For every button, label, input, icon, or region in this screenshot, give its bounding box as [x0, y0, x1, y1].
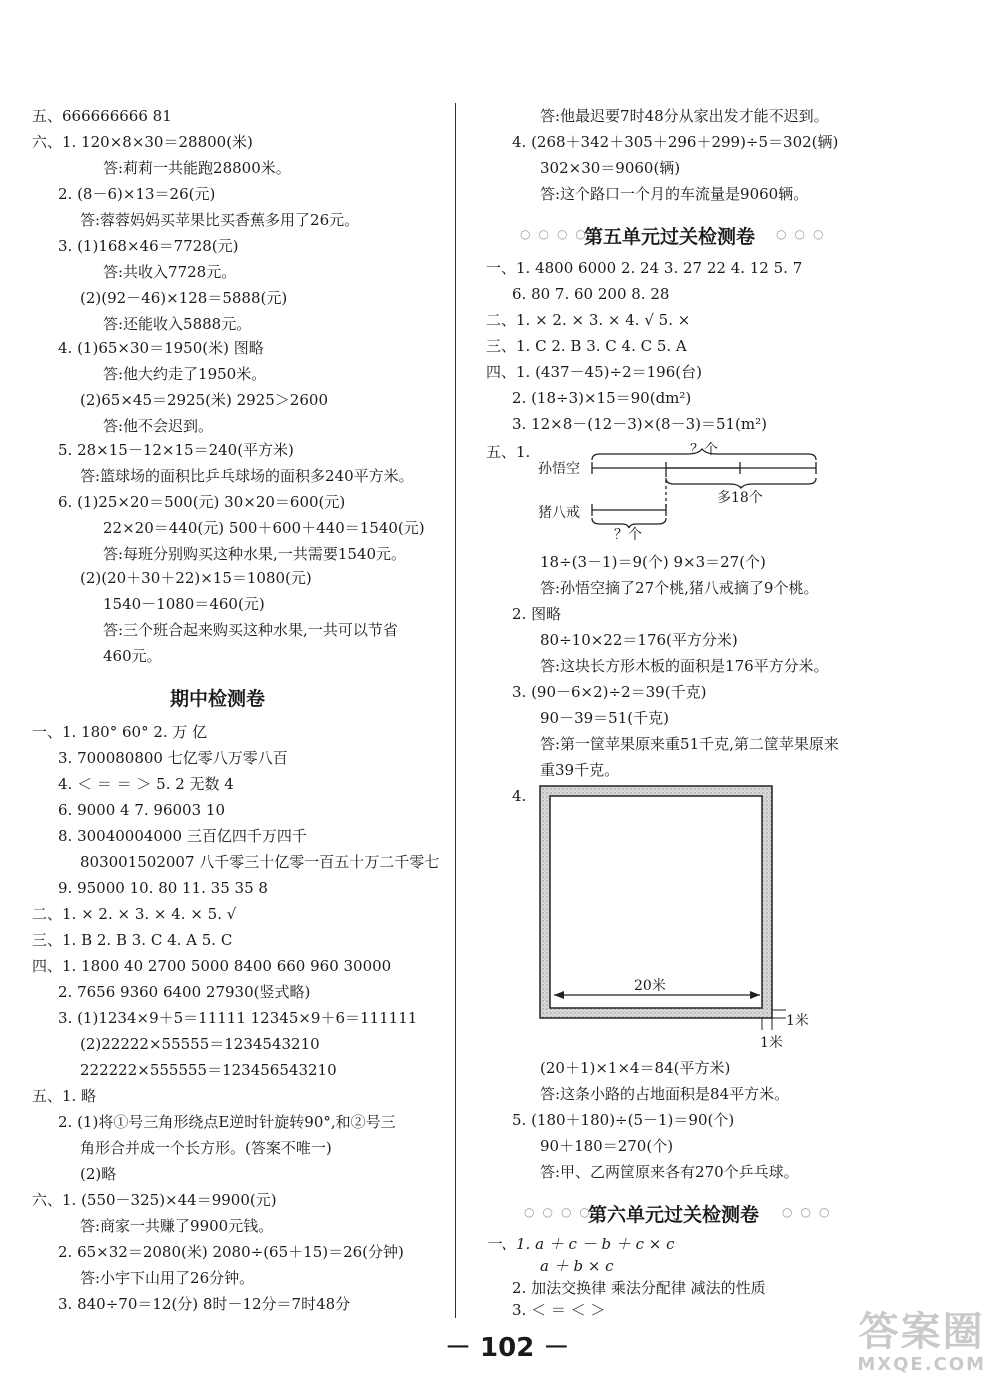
answer-line: 90－39＝51(千克): [540, 709, 669, 727]
answer-line: (2)65×45＝2925(米) 2925＞2600: [80, 391, 328, 409]
diagram-more-label: 多18个: [717, 490, 763, 506]
answer-line: 2. (18÷3)×15＝90(dm²): [512, 389, 692, 407]
square-path-diagram: [538, 784, 788, 1054]
answer-line: 4. (268＋342＋305＋296＋299)÷5＝302(辆): [512, 133, 839, 151]
answer-line: 90＋180＝270(个): [540, 1137, 674, 1155]
diagram-total-label: ？个: [690, 442, 718, 458]
answer-line: (2)22222×55555＝1234543210: [80, 1035, 320, 1053]
answer-line: 803001502007 八千零三十亿零一百五十万二千零七: [80, 853, 440, 871]
answer-line: 五、1.: [486, 443, 531, 461]
answer-line: (2)(20＋30＋22)×15＝1080(元): [80, 569, 312, 587]
answer-line: 五、666666666 81: [32, 107, 172, 125]
answer-line: 2. 7656 9360 6400 27930(竖式略): [58, 983, 311, 1001]
answer-line: (2)(92－46)×128＝5888(元): [80, 289, 288, 307]
answer-line: 302×30＝9060(辆): [540, 159, 681, 177]
answer-line: 答:共收入7728元。: [103, 263, 237, 281]
section-heading-unit5: 第五单元过关检测卷: [584, 226, 756, 248]
answer-line: 460元。: [103, 647, 162, 665]
answer-line: 2. (8－6)×13＝26(元): [58, 185, 216, 203]
answer-line: 一、1. a ＋ c － b ＋ c × c: [486, 1235, 675, 1253]
answer-line: 4. ＜ ＝ ＝ ＞ 5. 2 无数 4: [58, 775, 234, 793]
answer-line: 答:第一筐苹果原来重51千克,第二筐苹果原来: [540, 735, 839, 753]
heading-dots-left: ○○○○: [520, 227, 594, 241]
diagram-bajie-label: 猪八戒: [538, 505, 580, 521]
answer-line: 3. (90－6×2)÷2＝39(千克): [512, 683, 707, 701]
section-heading-unit6: 第六单元过关检测卷: [588, 1204, 760, 1226]
watermark-line1: 答案圈: [858, 1309, 985, 1355]
answer-line: 角形合并成一个长方形。(答案不唯一): [80, 1139, 332, 1157]
answer-line: 3. 840÷70＝12(分) 8时－12分＝7时48分: [58, 1295, 351, 1313]
answer-line: 答:小宇下山用了26分钟。: [80, 1269, 255, 1287]
answer-line: 18÷(3－1)＝9(个) 9×3＝27(个): [540, 553, 766, 571]
watermark-line2: MXQE.COM: [857, 1354, 986, 1375]
diagram-wukong-label: 孙悟空: [538, 461, 580, 477]
answer-line: 答:还能收入5888元。: [103, 315, 252, 333]
line-segment-diagram: [580, 448, 830, 548]
answer-line: 五、1. 略: [32, 1087, 97, 1105]
answer-line: 3. (1)168×46＝7728(元): [58, 237, 239, 255]
answer-line: 4.: [512, 787, 527, 805]
answer-line: 四、1. (437－45)÷2＝196(台): [486, 363, 702, 381]
path-width-label-right: 1米: [786, 1013, 809, 1029]
answer-line: 一、1. 4800 6000 2. 24 3. 27 22 4. 12 5. 7: [486, 259, 803, 277]
answer-line: 二、1. × 2. × 3. × 4. × 5. √: [32, 905, 237, 923]
answer-line: 六、1. 120×8×30＝28800(米): [32, 133, 253, 151]
answer-line: 二、1. × 2. × 3. × 4. √ 5. ×: [486, 311, 691, 329]
answer-line: 答:甲、乙两筐原来各有270个乒乓球。: [540, 1163, 799, 1181]
heading-dots-left: ○○○○: [524, 1205, 598, 1219]
answer-line: a ＋ b × c: [540, 1257, 614, 1275]
answer-line: 三、1. B 2. B 3. C 4. A 5. C: [32, 931, 233, 949]
answer-line: 8. 30040004000 三百亿四千万四千: [58, 827, 307, 845]
section-heading-midterm: 期中检测卷: [170, 688, 266, 710]
answer-line: 答:这条小路的占地面积是84平方米。: [540, 1085, 790, 1103]
answer-line: 2. 65×32＝2080(米) 2080÷(65＋15)＝26(分钟): [58, 1243, 404, 1261]
answer-line: 222222×555555＝123456543210: [80, 1061, 337, 1079]
path-width-label-bottom: 1米: [760, 1035, 783, 1051]
answer-line: 6. 80 7. 60 200 8. 28: [512, 285, 670, 303]
answer-line: 5. 28×15－12×15＝240(平方米): [58, 441, 294, 459]
answer-line: 6. 9000 4 7. 96003 10: [58, 801, 225, 819]
answer-line: 答:这个路口一个月的车流量是9060辆。: [540, 185, 809, 203]
answer-line: 3. (1)1234×9＋5＝11111 12345×9＋6＝111111: [58, 1009, 418, 1027]
answer-line: 重39千克。: [540, 761, 620, 779]
answer-line: 1540－1080＝460(元): [103, 595, 265, 613]
answer-line: 3. 700080800 七亿零八万零八百: [58, 749, 288, 767]
answer-line: (2)略: [80, 1165, 117, 1183]
answer-line: 答:他不会迟到。: [103, 417, 214, 435]
answer-line: 2. 图略: [512, 605, 562, 623]
answer-line: 四、1. 1800 40 2700 5000 8400 660 960 30000: [32, 957, 392, 975]
diagram-bajie-q-label: ？个: [614, 527, 642, 543]
answer-line: 三、1. C 2. B 3. C 4. C 5. A: [486, 337, 687, 355]
answer-line: 5. (180＋180)÷(5－1)＝90(个): [512, 1111, 735, 1129]
answer-line: 6. (1)25×20＝500(元) 30×20＝600(元): [58, 493, 346, 511]
heading-dots-right: ○○○: [776, 227, 832, 241]
answer-line: 3. ＜ ＝ ＜ ＞: [512, 1301, 606, 1319]
column-divider: [455, 103, 456, 1318]
answer-line: 六、1. (550－325)×44＝9900(元): [32, 1191, 277, 1209]
answer-line: (20＋1)×1×4＝84(平方米): [540, 1059, 731, 1077]
answer-line: 80÷10×22＝176(平方分米): [540, 631, 738, 649]
answer-line: 答:篮球场的面积比乒乓球场的面积多240平方米。: [80, 467, 414, 485]
answer-line: 答:商家一共赚了9900元钱。: [80, 1217, 274, 1235]
answer-line: 2. 加法交换律 乘法分配律 减法的性质: [512, 1279, 766, 1297]
answer-line: 答:这块长方形木板的面积是176平方分米。: [540, 657, 829, 675]
answer-line: 2. (1)将①号三角形绕点E逆时针旋转90°,和②号三: [58, 1113, 396, 1131]
answer-line: 答:他最迟要7时48分从家出发才能不迟到。: [540, 107, 829, 125]
answer-line: 9. 95000 10. 80 11. 35 35 8: [58, 879, 268, 897]
answer-line: 答:莉莉一共能跑28800米。: [103, 159, 291, 177]
answer-line: 答:每班分别购买这种水果,一共需要1540元。: [103, 545, 406, 563]
heading-dots-right: ○○○: [782, 1205, 838, 1219]
answer-line: 4. (1)65×30＝1950(米) 图略: [58, 339, 264, 357]
page-number: － 102 －: [445, 1333, 570, 1363]
square-width-label: 20米: [634, 978, 666, 994]
answer-line: 22×20＝440(元) 500＋600＋440＝1540(元): [103, 519, 425, 537]
answer-line: 答:孙悟空摘了27个桃,猪八戒摘了9个桃。: [540, 579, 819, 597]
answer-line: 答:他大约走了1950米。: [103, 365, 267, 383]
watermark-logo: [857, 1310, 986, 1375]
answer-line: 答:蓉蓉妈妈买苹果比买香蕉多用了26元。: [80, 211, 360, 229]
answer-line: 一、1. 180° 60° 2. 万 亿: [32, 723, 208, 741]
answer-line: 答:三个班合起来购买这种水果,一共可以节省: [103, 621, 398, 639]
answer-line: 3. 12×8－(12－3)×(8－3)＝51(m²): [512, 415, 768, 433]
